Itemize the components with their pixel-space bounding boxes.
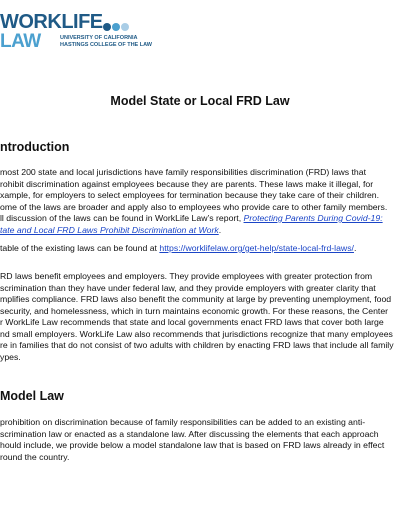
logo-org-line: HASTINGS COLLEGE OF THE LAW [60,42,152,48]
text-line: security, and homelessness, which in turn maintains economic growth. For these reasons, the Center [0,305,389,316]
text-segment: table of the existing laws can be found at [0,243,160,253]
text-line: mplifies compliance. FRD laws also benefit the community at large by preventing unemployment, food [0,294,392,304]
paragraph-model-law [0,417,400,463]
report-link-continued[interactable]: tate and Local FRD Laws Prohibit Discrimination at Work [0,224,219,235]
text-segment: . [218,224,222,235]
paragraph-table-link [0,243,400,255]
text-line [0,225,400,237]
text-line [0,243,400,255]
logo-dot [121,23,129,31]
paragraph-benefits [0,271,400,363]
logo-dots-icon [103,18,130,36]
logo-dot [103,23,111,31]
text-line: ome of the laws are broader and apply also to employees who provide care to other family members. [0,201,388,212]
text-segment: ll discussion of the laws can be found in WorkLife Law’s report, [0,213,244,223]
document-title: Model State or Local FRD Law [110,94,290,108]
worklife-law-logo [0,12,160,52]
logo-organization [60,35,152,49]
text-line [0,213,400,225]
text-line: scrimination law or enacted as a standalone law. After discussing the elements that each approach [0,428,379,439]
text-line: prohibition on discrimination because of family responsibilities can be added to an existing anti- [0,417,366,427]
text-line: round the country. [0,451,70,462]
text-segment: . [353,243,357,253]
text-line: xample, for employers to select employees for termination because they take care of their children. [0,190,380,200]
logo-worklife-word: WORKLIFE [0,11,103,33]
section-heading-introduction: ntroduction [0,140,70,154]
text-line: ypes. [0,351,21,362]
logo-law-word: LAW [0,31,41,52]
logo-dot [112,23,120,31]
report-link[interactable]: Protecting Parents During Covid-19: [243,213,383,223]
text-line: rohibit discrimination against employees because they are parents. These laws make it illegal, for [0,178,374,189]
text-line: most 200 state and local jurisdictions have family responsibilities discrimination (FRD) laws that [0,167,366,177]
paragraph-intro [0,167,400,236]
text-line: hould include, we provide below a model standalone law that is based on FRD laws already in effect [0,440,385,450]
text-line: RD laws benefit employees and employers. They provide employees with greater protection from [0,271,373,281]
text-line: re in families that do not consist of two adults with children by enacting FRD laws that include all family [0,340,394,350]
frd-laws-table-link[interactable]: https://worklifelaw.org/get-help/state-local-frd-laws/ [159,243,354,253]
section-heading-model-law: Model Law [0,389,64,403]
text-line: nd small employers. WorkLife Law also recommends that jurisdictions recognize that many employees [0,328,393,339]
text-line: r WorkLife Law recommends that state and local governments enact FRD laws that cover both large [0,317,384,327]
logo-org-line: UNIVERSITY OF CALIFORNIA [60,35,138,41]
text-line: scrimination than they have under federal law, and they provide employers with greater clarity that [0,282,376,293]
